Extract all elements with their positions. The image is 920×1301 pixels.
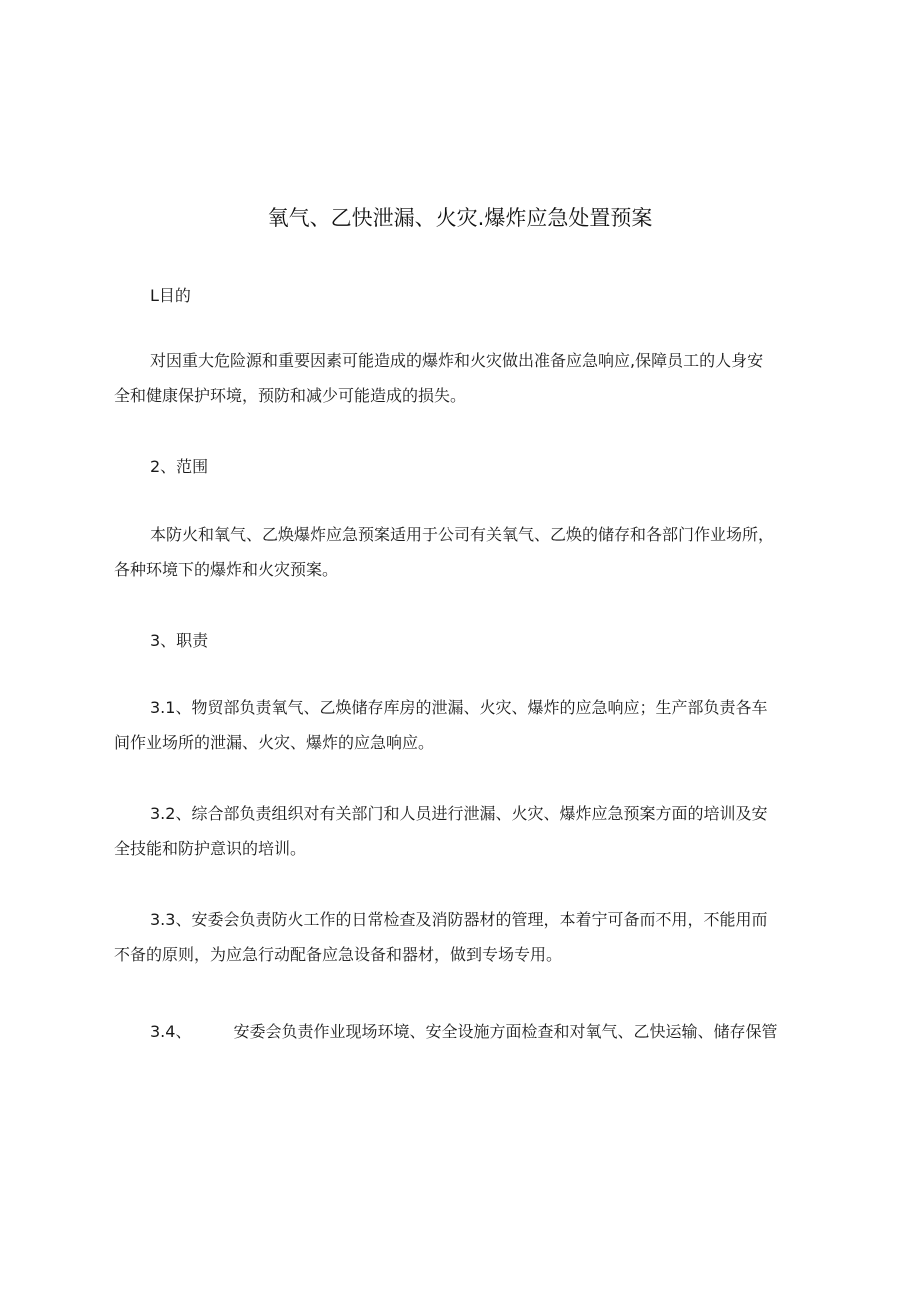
paragraph-purpose: [114, 343, 814, 413]
paragraph-line: 3.2、综合部负责组织对有关部门和人员进行泄漏、火灾、爆炸应急预案方面的培训及安: [150, 804, 768, 823]
document-title: 氧气、乙快泄漏、火灾.爆炸应急处置预案: [267, 206, 653, 230]
paragraph-line: 全技能和防护意识的培训。: [114, 839, 307, 858]
paragraph-line: 3.3、安委会负责防火工作的日常检查及消防器材的管理，本着宁可备而不用，不能用而: [150, 910, 768, 929]
duty-text: 安委会负责作业现场环境、安全设施方面检查和对氧气、乙快运输、储存保管: [233, 1022, 778, 1041]
paragraph-scope: [114, 517, 814, 587]
section-heading-scope: 2、范围: [150, 457, 209, 476]
section-heading-duties: 3、职责: [150, 631, 209, 650]
paragraph-duty-3-3: [114, 902, 814, 972]
paragraph-duty-3-4: [114, 1014, 814, 1049]
paragraph-line: 间作业场所的泄漏、火灾、爆炸的应急响应。: [114, 733, 435, 752]
paragraph-line: 不备的原则，为应急行动配备应急设备和器材，做到专场专用。: [114, 945, 563, 964]
paragraph-duty-3-2: [114, 796, 814, 866]
paragraph-line: [114, 1014, 814, 1049]
duty-number: 3.4、: [150, 1022, 192, 1041]
section-heading-purpose: L目的: [150, 286, 191, 305]
paragraph-duty-3-1: [114, 690, 814, 760]
paragraph-line: 3.1、物贸部负责氧气、乙焕储存库房的泄漏、火灾、爆炸的应急响应；生产部负责各车: [150, 698, 768, 717]
paragraph-line: 各种环境下的爆炸和火灾预案。: [114, 560, 339, 579]
paragraph-line: 本防火和氧气、乙焕爆炸应急预案适用于公司有关氧气、乙焕的储存和各部门作业场所，: [150, 525, 775, 544]
paragraph-line: 全和健康保护环境，预防和减少可能造成的损失。: [114, 386, 467, 405]
paragraph-line: 对因重大危险源和重要因素可能造成的爆炸和火灾做出准备应急响应,保障员工的人身安: [150, 351, 764, 370]
